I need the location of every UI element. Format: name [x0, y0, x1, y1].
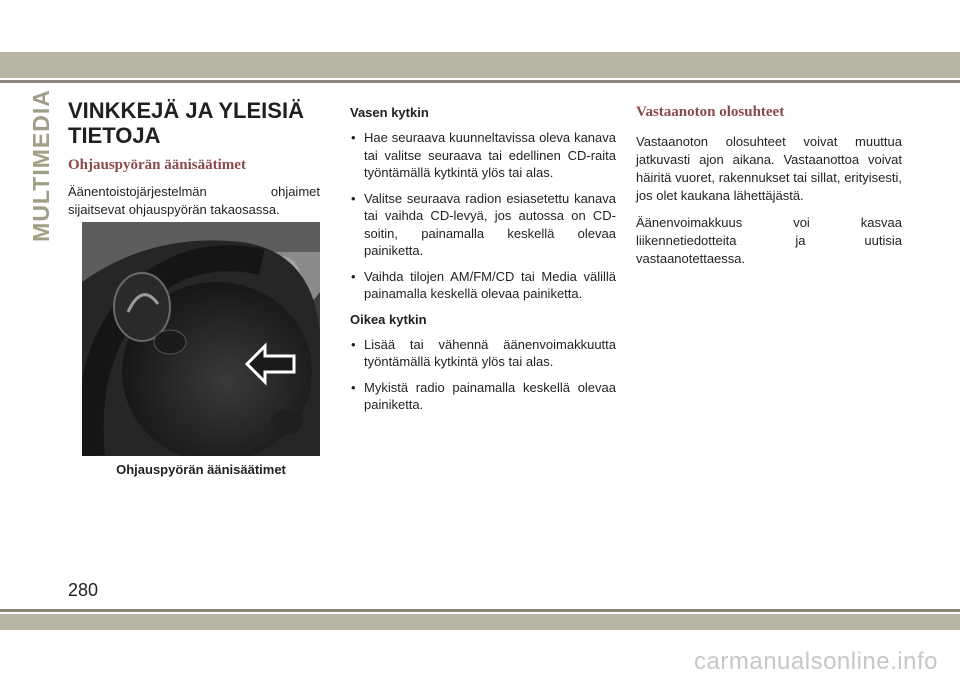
top-band-line [0, 80, 960, 83]
switch-instructions [350, 104, 616, 422]
left-switch-heading: Vasen kytkin [350, 105, 429, 120]
list-item: • Mykistä radio painamalla keskellä olevaa painiketta. [350, 379, 616, 414]
page-number: 280 [68, 580, 99, 600]
right-switch-list [350, 336, 616, 414]
bottom-band-line [0, 609, 960, 612]
right-subheading: Vastaanoton olosuhteet [636, 104, 785, 120]
list-item: • Vaihda tilojen AM/FM/CD tai Media välillä painamalla keskellä olevaa painiketta. [350, 268, 616, 303]
list-item: • Hae seuraava kuunneltavissa oleva kanava tai valitse seuraava tai edellinen CD-raita työntämällä kytkintä ylös tai alas. [350, 129, 616, 182]
left-switch-list [350, 129, 616, 303]
watermark: carmanualsonline.info [694, 648, 938, 675]
section-tab [27, 88, 54, 242]
steering-wheel-image [82, 222, 320, 456]
left-subheading: Ohjauspyörän äänisäätimet [68, 157, 246, 173]
steering-wheel-photo [82, 222, 320, 456]
bottom-band [0, 614, 960, 630]
list-item: • Lisää tai vähennä äänenvoimakkuutta työntämällä kytkintä ylös tai alas. [350, 336, 616, 371]
right-paragraph: Äänenvoimakkuus voi kasvaa liikennetiedotteita ja uutisia vastaanotettaessa. [636, 215, 902, 266]
photo-caption: Ohjauspyörän äänisäätimet [116, 462, 286, 477]
right-switch-heading: Oikea kytkin [350, 311, 427, 327]
reception-section [636, 104, 902, 277]
section-tab-label: MULTIMEDIA [27, 88, 54, 242]
list-item: • Valitse seuraava radion esiasetettu kanava tai vaihda CD-levyä, jos autossa on CD-soitin, painamalla keskellä olevaa painiketta. [350, 190, 616, 260]
top-band [0, 52, 960, 78]
left-paragraph: Äänentoistojärjestelmän ohjaimet sijaitsevat ohjauspyörän takaosassa. [68, 184, 320, 217]
right-paragraph: Vastaanoton olosuhteet voivat muuttua jatkuvasti ajon aikana. Vastaanottoa voivat häiritä vuoret, rakennukset tai sillat, erityisesti, jos olet kaukana lähettäjästä. [636, 134, 902, 203]
page-title: VINKKEJÄ JA YLEISIÄ TIETOJA [68, 98, 304, 148]
